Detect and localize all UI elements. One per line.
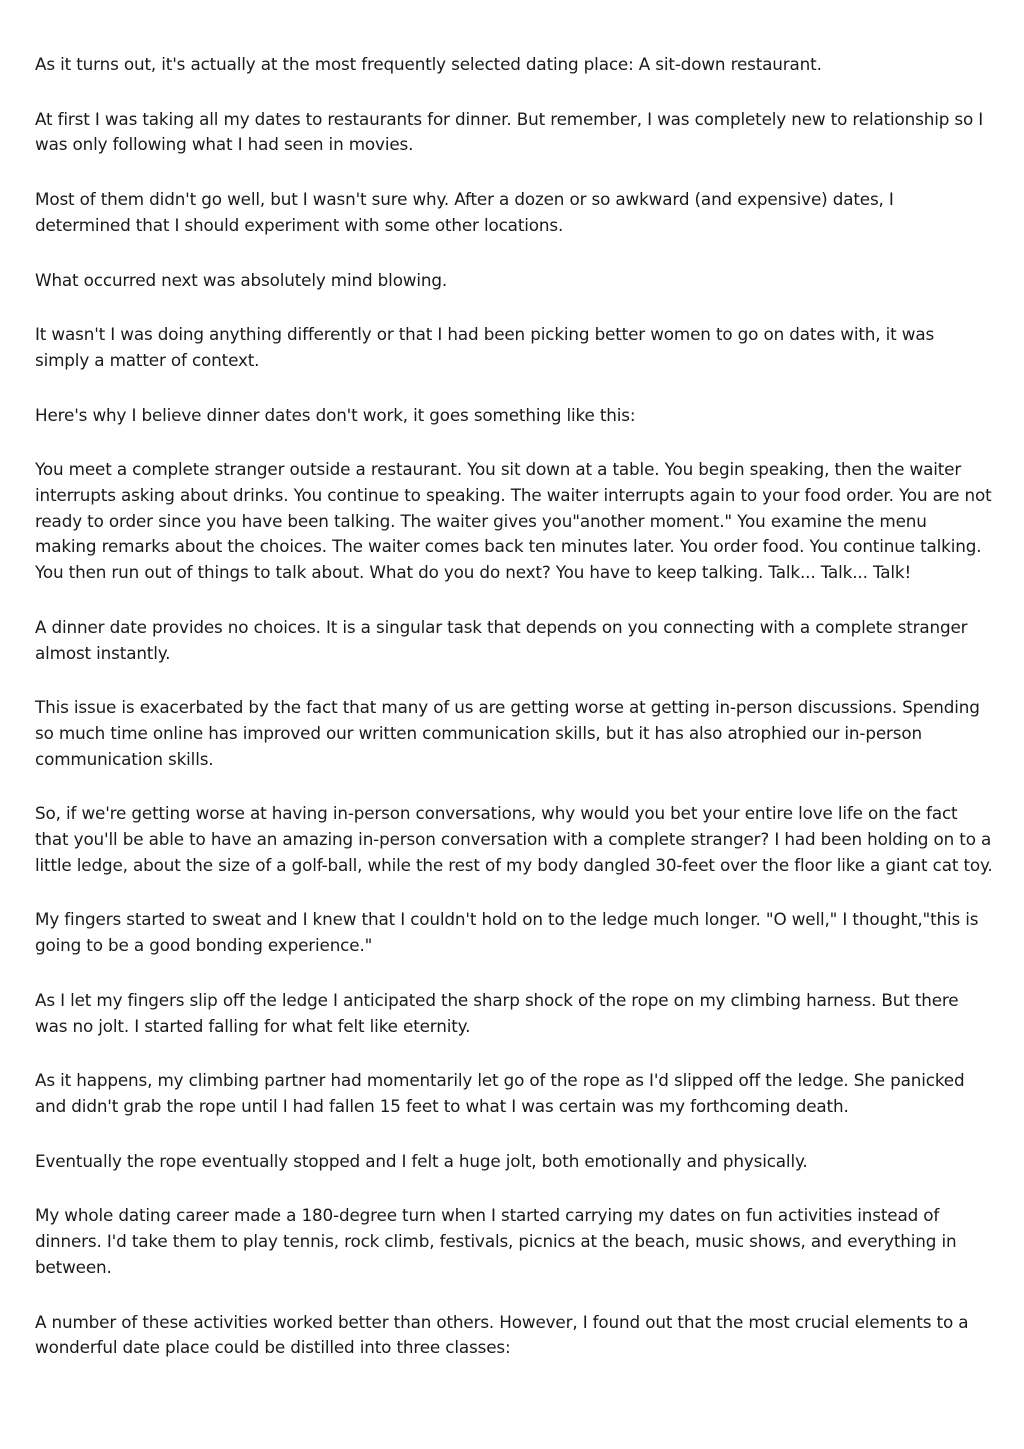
- paragraph-13: As it happens, my climbing partner had momentarily let go of the rope as I'd slipped off the ledge. She panicked and didn't grab the rope until I had fallen 15 feet to what I was certain was my forthcoming death.: [35, 1070, 965, 1116]
- article-body: [35, 52, 993, 1390]
- paragraph-14: Eventually the rope eventually stopped and I felt a huge jolt, both emotionally and physically.: [35, 1150, 808, 1171]
- paragraph-2: At first I was taking all my dates to restaurants for dinner. But remember, I was completely new to relationship so I was only following what I had seen in movies.: [35, 108, 984, 155]
- paragraph-11: My fingers started to sweat and I knew that I couldn't hold on to the ledge much longer. "O well," I thought,"this is going to be a good bonding experience.": [35, 909, 979, 956]
- paragraph-3: Most of them didn't go well, but I wasn't sure why. After a dozen or so awkward (and expensive) dates, I determined that I should experiment with some other locations.: [35, 189, 894, 235]
- paragraph-1: As it turns out, it's actually at the most frequently selected dating place: A sit-down restaurant.: [35, 54, 822, 74]
- paragraph-10: So, if we're getting worse at having in-person conversations, why would you bet your entire love life on the fact that you'll be able to have an amazing in-person conversation with a complete stranger? I had been holding on to a little ledge, about the size of a golf-ball, while the rest of my body dangled 30-feet over the floor like a giant cat toy.: [35, 803, 993, 875]
- paragraph-9: This issue is exacerbated by the fact that many of us are getting worse at getting in-person discussions. Spending so much time online has improved our written communication skills, but it has also atrophied our in-person communication skills.: [35, 697, 980, 769]
- paragraph-8: A dinner date provides no choices. It is a singular task that depends on you connecting with a complete stranger almost instantly.: [35, 616, 968, 663]
- paragraph-16: A number of these activities worked better than others. However, I found out that the most crucial elements to a wonderful date place could be distilled into three classes:: [35, 1311, 969, 1358]
- paragraph-15: My whole dating career made a 180-degree turn when I started carrying my dates on fun activities instead of dinners. I'd take them to play tennis, rock climb, festivals, picnics at the beach, music shows, and everything in between.: [35, 1205, 957, 1277]
- paragraph-6: Here's why I believe dinner dates don't work, it goes something like this:: [35, 404, 636, 425]
- paragraph-5: It wasn't I was doing anything differently or that I had been picking better women to go on dates with, it was simply a matter of context.: [35, 324, 935, 370]
- paragraph-4: What occurred next was absolutely mind blowing.: [35, 269, 448, 290]
- paragraph-12: As I let my fingers slip off the ledge I anticipated the sharp shock of the rope on my climbing harness. But there was no jolt. I started falling for what felt like eternity.: [35, 989, 959, 1036]
- paragraph-7: You meet a complete stranger outside a restaurant. You sit down at a table. You begin speaking, then the waiter interrupts asking about drinks. You continue to speaking. The waiter interrupts again to your food order. You are not ready to order since you have been talking. The waiter gives you"another moment." You examine the menu making remarks about the choices. The waiter comes back ten minutes later. You order food. You continue talking. You then run out of things to talk about. What do you do next? You have to keep talking. Talk... Talk... Talk!: [35, 459, 992, 583]
